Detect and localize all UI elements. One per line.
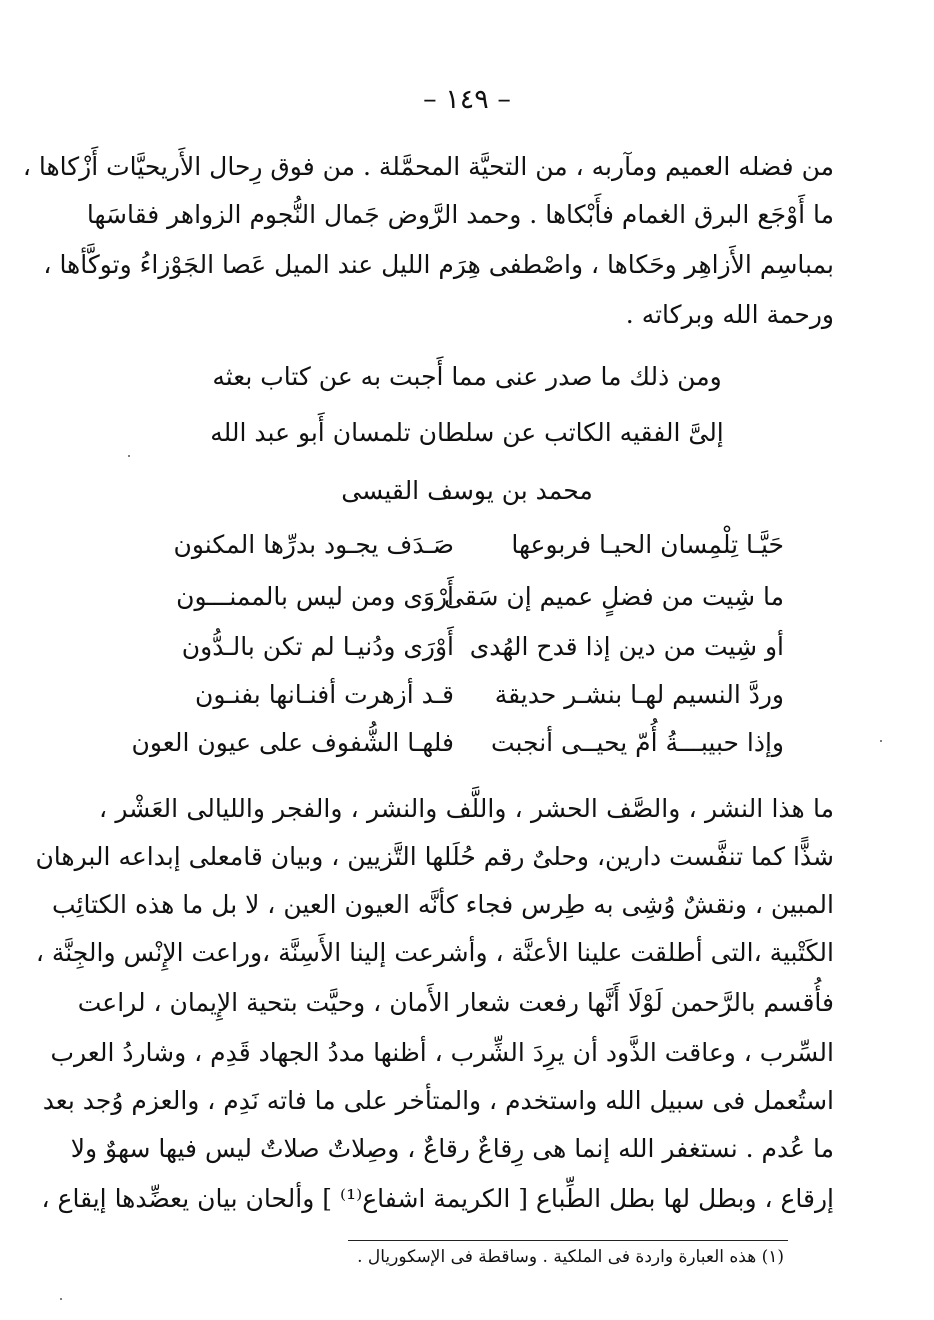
- closing-line-9: إرقاع ، وبطل لها بطل الطِّباع [ الكريمة اشفاع⁽¹⁾ ] وألحان بيان يعضِّدها إيقاع ،: [41, 1184, 834, 1213]
- closing-line-8: ما عُدم . نستغفر الله إنما هى رِقاعٌ رقاعٌ ، وصِلاتٌ صلاتٌ ليس فيها سهوٌ ولا: [70, 1134, 834, 1163]
- poem-verse-5-first: وإذا حبيبـــةُ أُمّ يحيــى أنجبت: [490, 728, 784, 757]
- closing-line-3: المبين ، ونقشٌ وُشِى به طِرس فجاء كأنَّه العيون العين ، لا بل ما هذه الكتائِب: [51, 890, 834, 919]
- poem-verse-1-second: صَـدَف يجـود بدرِّها المكنون: [173, 530, 454, 559]
- footnote: (١) هذه العبارة واردة فى الملكية . وساقطة فى الإسكوريال .: [357, 1247, 784, 1267]
- page-number: – ١٤٩ –: [423, 84, 511, 115]
- scan-speck: [60, 1298, 62, 1300]
- poem-verse-5-second: فلهـا الشُّفوف على عيون العون: [131, 728, 454, 757]
- closing-line-5: فأُقسم بالرَّحمن لَوْلَا أَنَّها رفعت شعار الأَمان ، وحيَّت بتحية الإِيمان ، لراعت: [77, 988, 834, 1017]
- intro-line-2: إلىَّ الفقيه الكاتب عن سلطان تلمسان أَبو عبد الله: [210, 418, 724, 447]
- poem-verse-1-first: حَيَّـا تِلْمِسان الحيـا فربوعها: [511, 530, 784, 559]
- scan-speck: [880, 740, 882, 742]
- opening-line-3: بمباسِم الأَزاهِر وحَكاها ، واصْطفى هِرَم الليل عند الميل عَصا الجَوْزاءُ وتوكَّأها ،: [43, 250, 834, 279]
- poem-verse-3-first: أو شِيت من دين إذا قدح الهُدى: [469, 632, 784, 661]
- intro-line-3: محمد بن يوسف القيسى: [341, 476, 593, 505]
- poem-verse-4-second: قـد أزهرت أفنـانها بفنـون: [195, 680, 454, 709]
- poem-verse-2-second: أَرْوَى ومن ليس بالممنـــون: [176, 582, 454, 611]
- scan-speck: [128, 455, 130, 457]
- closing-line-6: السِّرب ، وعاقت الذَّود أن يرِدَ الشِّرب ، أظنها مددُ الجهاد قَدِم ، وشاردُ العرب: [50, 1038, 834, 1067]
- opening-line-2: ما أَوْجَع البرق الغمام فأَبْكاها . وحمد الرَّوض جَمال النُّجوم الزواهر فقاسَها: [86, 200, 834, 229]
- footnote-rule: [348, 1240, 788, 1241]
- poem-verse-4-first: وردَّ النسيم لهـا بنشـر حديقة: [494, 680, 784, 709]
- closing-line-4: الكَتْبية ،التى أطلقت علينا الأعنَّة ، وأشرعت إلينا الأَسِنَّة ،وراعت الإِنْس والجِنَّة ،: [35, 938, 834, 967]
- opening-line-4: ورحمة الله وبركاته .: [625, 300, 834, 329]
- poem-verse-3-second: أَوْرَى ودُنيـا لم تكن بالـدُّون: [181, 632, 454, 661]
- closing-line-1: ما هذا النشر ، والصَّف الحشر ، واللَّف والنشر ، والفجر والليالى العَشْر ،: [99, 794, 834, 823]
- opening-line-1: من فضله العميم ومآربه ، من التحيَّة المحمَّلة . من فوق رِحال الأَريحيَّات أَزْكاها ،: [22, 152, 834, 181]
- poem-verse-2-first: ما شِيت من فضلٍ عميم إن سَقى: [443, 582, 784, 611]
- intro-line-1: ومن ذلك ما صدر عنى مما أَجبت به عن كتاب بعثه: [212, 362, 722, 391]
- closing-line-2: شذًّا كما تنفَّست دارين، وحلىٌ رقم حُلَلها التَّزيين ، وبيان قامعلى إبداعه البرهان: [35, 842, 834, 871]
- closing-line-7: استُعمل فى سبيل الله واستخدم ، والمتأخر على ما فاته نَدِم ، والعزم وُجد بعد: [42, 1086, 834, 1115]
